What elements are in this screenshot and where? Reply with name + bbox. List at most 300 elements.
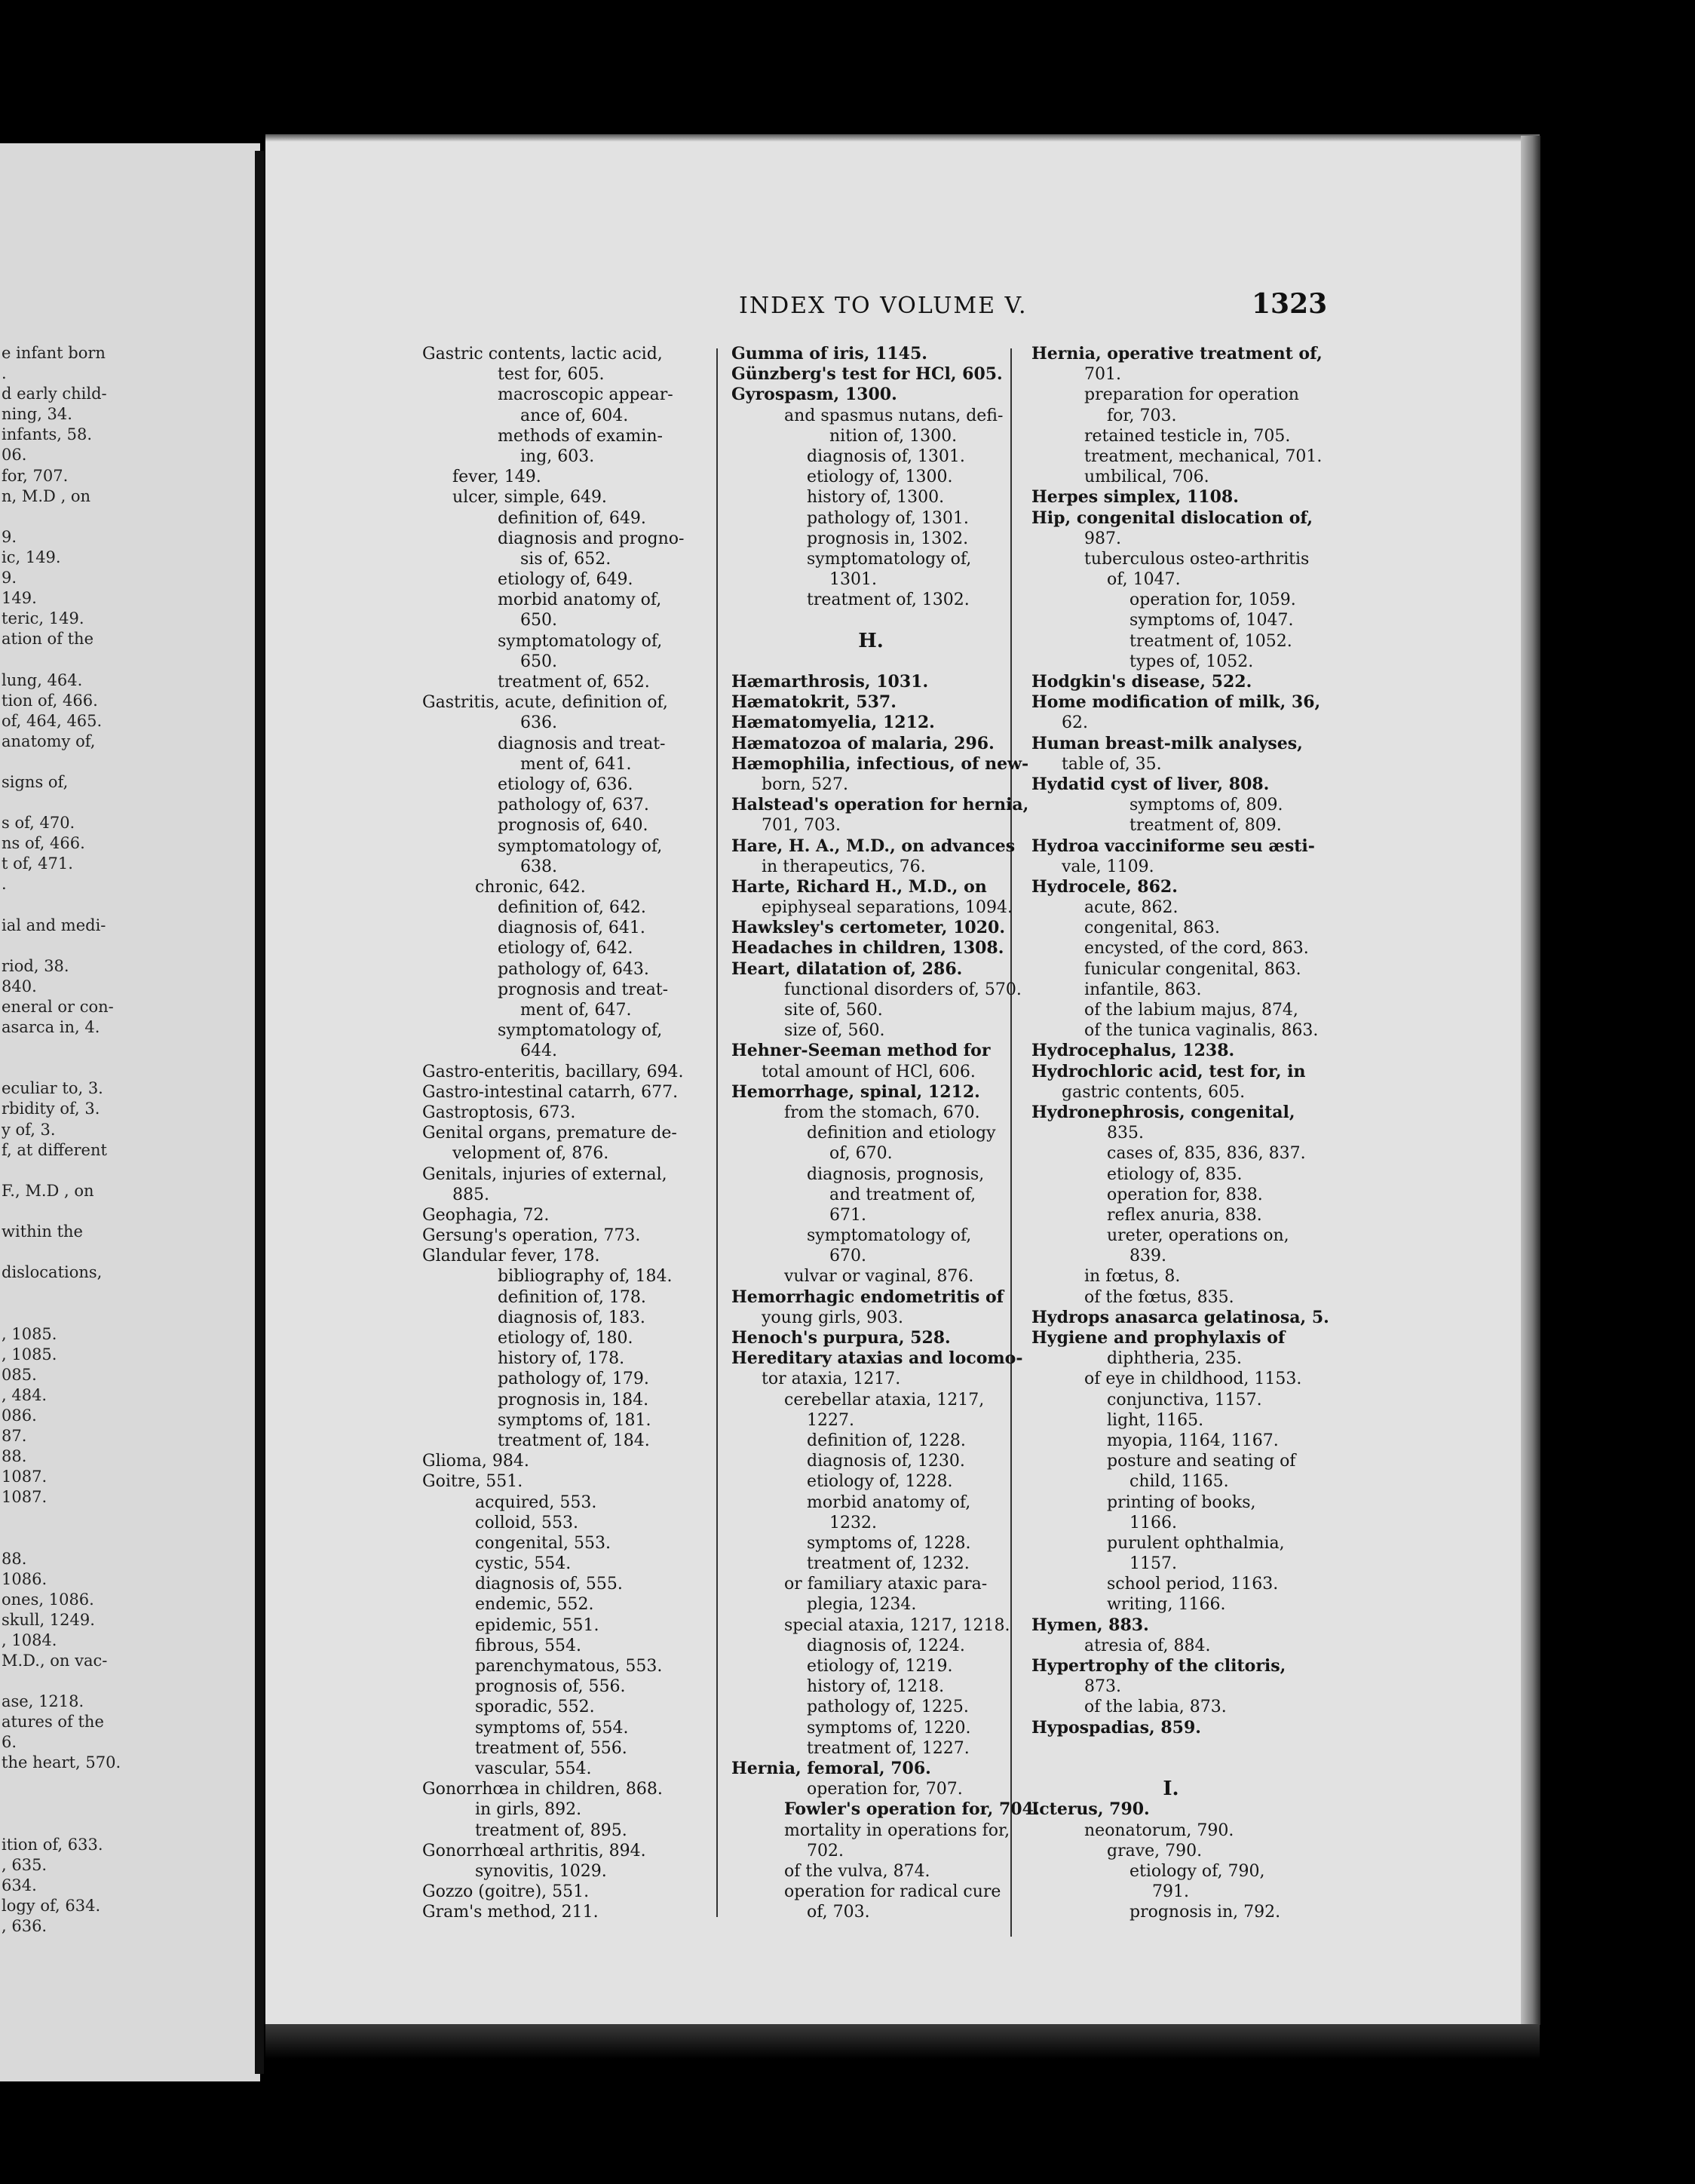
fragment-line: asarca in, 4.: [2, 1018, 100, 1037]
index-entry: Gastric contents, lactic acid,: [422, 345, 663, 363]
index-subentry: ureter, operations on,: [1107, 1226, 1289, 1246]
fragment-line: [2, 1814, 121, 1835]
index-subentry: funicular congenital, 863.: [1084, 959, 1301, 979]
fragment-line: infants, 58.: [2, 425, 93, 444]
index-subentry: ulcer, simple, 649.: [452, 488, 607, 508]
index-subentry: prognosis of, 556.: [475, 1677, 626, 1697]
index-subentry: etiology of, 790,: [1129, 1861, 1265, 1881]
index-entry: Human breast-milk analyses,: [1031, 733, 1303, 753]
index-subentry: diagnosis of, 1230.: [807, 1452, 965, 1471]
fragment-line: [2, 1671, 121, 1692]
index-subentry: acquired, 553.: [475, 1492, 597, 1512]
index-subentry: etiology of, 1300.: [807, 468, 953, 487]
fragment-line: [2, 793, 121, 813]
index-subentry: writing, 1166.: [1107, 1595, 1226, 1615]
index-entry: [731, 610, 1040, 630]
index-subentry: symptomatology of,: [807, 549, 972, 569]
index-subentry: 636.: [520, 713, 557, 733]
index-subentry: myopia, 1164, 1167.: [1107, 1431, 1279, 1450]
index-subentry: diagnosis of, 555.: [475, 1575, 623, 1594]
index-subentry: diagnosis of, 1224.: [807, 1636, 965, 1655]
fragment-line: [2, 1508, 121, 1528]
index-entry: Hare, H. A., M.D., on advances: [731, 836, 1016, 856]
section-letter: I.: [1163, 1778, 1179, 1801]
index-entry: Hemorrhagic endometritis of: [731, 1287, 1004, 1307]
index-subentry: acute, 862.: [1084, 898, 1179, 918]
index-subentry: treatment of, 809.: [1129, 816, 1282, 836]
index-subentry: pathology of, 1225.: [807, 1698, 969, 1717]
index-subentry: etiology of, 649.: [498, 570, 633, 590]
index-entry: Hehner-Seeman method for: [731, 1041, 991, 1061]
index-subentry: symptoms of, 809.: [1129, 796, 1283, 815]
index-entry: Gastritis, acute, definition of,: [422, 693, 668, 713]
fragment-line: ial and medi-: [2, 916, 106, 934]
index-subentry: reflex anuria, 838.: [1107, 1205, 1262, 1225]
index-subentry: ance of, 604.: [520, 406, 629, 425]
index-column-2: [731, 344, 1040, 1922]
index-subentry: grave, 790.: [1107, 1841, 1203, 1860]
index-entry: Hypertrophy of the clitoris,: [1031, 1656, 1286, 1676]
index-subentry: table of, 35.: [1062, 754, 1162, 774]
fragment-line: tion of, 466.: [2, 691, 98, 710]
fragment-line: e infant born: [2, 344, 106, 362]
fragment-line: , 484.: [2, 1385, 48, 1404]
index-entry: Herpes simplex, 1108.: [1031, 487, 1239, 508]
index-subentry: 670.: [829, 1247, 866, 1266]
fragment-line: , 635.: [2, 1855, 48, 1874]
index-entry: Hæmatokrit, 537.: [731, 692, 897, 713]
index-subentry: diagnosis of, 183.: [498, 1308, 645, 1327]
index-subentry: definition of, 178.: [498, 1287, 646, 1307]
index-subentry: symptoms of, 181.: [498, 1410, 651, 1430]
index-subentry: total amount of HCl, 606.: [762, 1062, 976, 1081]
index-subentry: size of, 560.: [784, 1021, 885, 1041]
index-subentry: 885.: [452, 1185, 489, 1204]
index-subentry: parenchymatous, 553.: [475, 1657, 663, 1676]
fragment-line: , 1085.: [2, 1324, 57, 1343]
fragment-line: ation of the: [2, 630, 94, 649]
fragment-line: 6.: [2, 1733, 17, 1752]
index-subentry: operation for radical cure: [784, 1882, 1001, 1902]
fragment-line: atures of the: [2, 1713, 104, 1732]
fragment-line: [2, 1528, 121, 1548]
index-entry: Hæmatomyelia, 1212.: [731, 713, 935, 733]
index-subentry: in fœtus, 8.: [1084, 1267, 1181, 1287]
index-subentry: pathology of, 643.: [498, 959, 649, 979]
fragment-line: 9.: [2, 569, 17, 587]
index-subentry: etiology of, 636.: [498, 775, 633, 794]
fragment-line: d early child-: [2, 385, 107, 403]
index-subentry: for, 703.: [1107, 406, 1177, 425]
fragment-line: t of, 471.: [2, 854, 73, 873]
index-subentry: conjunctiva, 1157.: [1107, 1390, 1262, 1409]
index-subentry: pathology of, 637.: [498, 796, 649, 815]
index-subentry: and spasmus nutans, defi-: [784, 406, 1004, 425]
index-subentry: of the labia, 873.: [1084, 1698, 1227, 1717]
index-subentry: 1157.: [1129, 1554, 1177, 1574]
index-subentry: treatment of, 895.: [475, 1821, 627, 1840]
fragment-line: eneral or con-: [2, 998, 114, 1016]
index-subentry: diphtheria, 235.: [1107, 1349, 1243, 1369]
fragment-line: 1087.: [2, 1488, 48, 1507]
index-subentry: ment of, 641.: [520, 754, 632, 774]
fragment-line: 1086.: [2, 1569, 48, 1588]
index-entry: Gyrospasm, 1300.: [731, 385, 897, 405]
index-subentry: vale, 1109.: [1062, 857, 1154, 876]
fragment-line: teric, 149.: [2, 609, 84, 628]
index-entry: Hydroa vacciniforme seu æsti-: [1031, 836, 1315, 856]
fragment-line: of, 464, 465.: [2, 711, 103, 730]
index-subentry: 650.: [520, 652, 557, 671]
index-subentry: school period, 1163.: [1107, 1575, 1279, 1594]
fragment-line: .: [2, 875, 7, 894]
index-entry: Hæmatozoa of malaria, 296.: [731, 733, 995, 753]
fragment-line: n, M.D , on: [2, 486, 91, 505]
index-subentry: child, 1165.: [1129, 1472, 1229, 1492]
index-subentry: diagnosis and treat-: [498, 734, 666, 753]
index-subentry: types of, 1052.: [1129, 652, 1254, 671]
index-entry: Gastro-intestinal catarrh, 677.: [422, 1082, 679, 1102]
index-entry: Hydrops anasarca gelatinosa, 5.: [1031, 1307, 1329, 1327]
index-subentry: 839.: [1129, 1247, 1166, 1266]
index-entry: [1031, 1738, 1329, 1759]
index-subentry: symptoms of, 1047.: [1129, 611, 1294, 630]
index-subentry: 873.: [1084, 1677, 1121, 1697]
index-entry: Günzberg's test for HCl, 605.: [731, 364, 1003, 385]
fragment-line: signs of,: [2, 772, 69, 791]
index-entry: Goitre, 551.: [422, 1472, 523, 1492]
index-subentry: purulent ophthalmia,: [1107, 1533, 1285, 1553]
fragment-line: [2, 1774, 121, 1794]
fragment-line: 06.: [2, 446, 27, 465]
fragment-line: 149.: [2, 589, 37, 608]
index-subentry: 835.: [1107, 1124, 1144, 1143]
index-subentry: history of, 1218.: [807, 1677, 945, 1697]
fragment-line: , 1085.: [2, 1345, 57, 1363]
index-subentry: fibrous, 554.: [475, 1636, 581, 1655]
fragment-line: skull, 1249.: [2, 1610, 95, 1629]
index-entry: Genitals, injuries of external,: [422, 1164, 667, 1184]
column-rule: [716, 348, 718, 1917]
index-subentry: definition of, 1228.: [807, 1431, 966, 1450]
index-entry: Harte, Richard H., M.D., on: [731, 876, 987, 897]
index-subentry: ment of, 647.: [520, 1001, 632, 1020]
index-subentry: functional disorders of, 570.: [784, 980, 1022, 999]
index-subentry: of the vulva, 874.: [784, 1861, 930, 1881]
index-entry: Hydatid cyst of liver, 808.: [1031, 774, 1270, 794]
index-subentry: diagnosis of, 641.: [498, 919, 645, 938]
index-subentry: diagnosis, prognosis,: [807, 1164, 985, 1184]
index-entry: Gonorrhœa in children, 868.: [422, 1780, 663, 1799]
index-subentry: etiology of, 835.: [1107, 1164, 1243, 1184]
index-subentry: 671.: [829, 1205, 866, 1225]
index-entry: Hæmophilia, infectious, of new-: [731, 753, 1029, 774]
index-subentry: cases of, 835, 836, 837.: [1107, 1144, 1306, 1164]
index-entry: Headaches in children, 1308.: [731, 938, 1004, 959]
fragment-line: 840.: [2, 977, 37, 995]
fragment-line: 1087.: [2, 1468, 48, 1486]
index-subentry: posture and seating of: [1107, 1452, 1296, 1471]
index-entry: Hygiene and prophylaxis of: [1031, 1328, 1286, 1348]
index-entry: Geophagia, 72.: [422, 1205, 550, 1225]
index-subentry: synovitis, 1029.: [475, 1861, 607, 1881]
index-entry: Hereditary ataxias and locomo-: [731, 1348, 1023, 1369]
fragment-line: [2, 752, 121, 772]
index-entry: Hernia, operative treatment of,: [1031, 344, 1323, 363]
index-entry: Heart, dilatation of, 286.: [731, 959, 963, 979]
index-subentry: diagnosis and progno-: [498, 529, 685, 548]
index-entry: Glandular fever, 178.: [422, 1247, 600, 1266]
index-subentry: etiology of, 180.: [498, 1329, 633, 1348]
fragment-line: [2, 1058, 121, 1078]
index-entry: [1031, 1759, 1329, 1779]
index-subentry: macroscopic appear-: [498, 385, 673, 405]
index-subentry: etiology of, 1219.: [807, 1657, 953, 1676]
running-header: INDEX TO VOLUME V.: [739, 293, 1028, 319]
index-subentry: prognosis and treat-: [498, 980, 669, 999]
fragment-line: logy of, 634.: [2, 1897, 101, 1916]
index-subentry: diagnosis of, 1301.: [807, 446, 965, 466]
fragment-line: eculiar to, 3.: [2, 1079, 103, 1098]
index-subentry: of, 703.: [807, 1903, 870, 1922]
fragment-line: [2, 507, 121, 527]
fragment-line: rbidity of, 3.: [2, 1100, 100, 1118]
index-subentry: cystic, 554.: [475, 1554, 572, 1574]
index-subentry: sis of, 652.: [520, 549, 611, 569]
fragment-line: ition of, 633.: [2, 1835, 103, 1854]
fragment-line: [2, 1283, 121, 1303]
fragment-line: 085.: [2, 1365, 37, 1384]
index-subentry: treatment of, 556.: [475, 1738, 627, 1758]
index-subentry: operation for, 838.: [1107, 1185, 1263, 1204]
index-subentry: pathology of, 1301.: [807, 508, 969, 528]
index-entry: Icterus, 790.: [1031, 1799, 1150, 1820]
fragment-line: f, at different: [2, 1140, 107, 1159]
index-entry: Hernia, femoral, 706.: [731, 1758, 931, 1778]
fragment-line: [2, 1038, 121, 1058]
fragment-line: M.D., on vac-: [2, 1652, 108, 1670]
index-subentry: 702.: [807, 1841, 844, 1860]
index-subentry: 1166.: [1129, 1513, 1177, 1532]
fragment-line: F., M.D , on: [2, 1181, 94, 1200]
index-subentry: treatment of, 184.: [498, 1431, 650, 1450]
fragment-line: 88.: [2, 1447, 27, 1466]
index-subentry: 1227.: [807, 1410, 854, 1430]
index-subentry: prognosis in, 792.: [1129, 1903, 1281, 1922]
index-subentry: 644.: [520, 1041, 557, 1061]
index-subentry: operation for, 1059.: [1129, 590, 1296, 610]
fragment-line: y of, 3.: [2, 1120, 56, 1139]
index-entry: Glioma, 984.: [422, 1452, 529, 1471]
index-subentry: of the fœtus, 835.: [1084, 1287, 1234, 1307]
index-subentry: pathology of, 179.: [498, 1370, 649, 1389]
index-subentry: etiology of, 1228.: [807, 1472, 953, 1492]
index-subentry: 791.: [1152, 1882, 1189, 1902]
index-subentry: 638.: [520, 857, 557, 876]
index-subentry: symptomatology of,: [498, 836, 663, 856]
fragment-line: ase, 1218.: [2, 1692, 84, 1711]
index-subentry: etiology of, 642.: [498, 939, 633, 959]
index-subentry: plegia, 1234.: [807, 1595, 917, 1615]
index-subentry: preparation for operation: [1084, 385, 1299, 405]
index-column-3: [1031, 344, 1329, 1922]
fragment-line: [2, 936, 121, 956]
index-subentry: infantile, 863.: [1084, 980, 1202, 999]
index-subentry: neonatorum, 790.: [1084, 1821, 1234, 1840]
index-subentry: tor ataxia, 1217.: [762, 1370, 901, 1389]
fragment-line: the heart, 570.: [2, 1753, 121, 1772]
index-entry: Gram's method, 211.: [422, 1903, 599, 1922]
index-subentry: definition of, 649.: [498, 508, 646, 528]
index-subentry: 987.: [1084, 529, 1121, 548]
index-entry: Gumma of iris, 1145.: [731, 344, 927, 363]
fragment-line: [2, 1794, 121, 1814]
index-subentry: of, 1047.: [1107, 570, 1181, 590]
index-subentry: or familiary ataxic para-: [784, 1575, 988, 1594]
fragment-line: dislocations,: [2, 1263, 103, 1282]
index-subentry: symptoms of, 554.: [475, 1718, 629, 1738]
index-subentry: treatment of, 1227.: [807, 1738, 970, 1758]
fragment-line: ic, 149.: [2, 548, 61, 566]
fragment-line: 086.: [2, 1406, 37, 1425]
page-bottom-shadow: [265, 2024, 1540, 2059]
index-subentry: cerebellar ataxia, 1217,: [784, 1390, 985, 1409]
index-entry: Hæmarthrosis, 1031.: [731, 672, 929, 692]
index-entry: Hydrochloric acid, test for, in: [1031, 1061, 1306, 1081]
index-entry: Hodgkin's disease, 522.: [1031, 672, 1252, 692]
page-edge-shadow: [1521, 136, 1540, 2025]
index-subentry: colloid, 553.: [475, 1513, 578, 1532]
index-entry: Hydrocephalus, 1238.: [1031, 1041, 1235, 1061]
index-subentry: chronic, 642.: [475, 877, 586, 897]
index-subentry: endemic, 552.: [475, 1595, 594, 1615]
section-letter: H.: [858, 629, 884, 652]
index-subentry: treatment of, 1302.: [807, 590, 970, 610]
fragment-line: [2, 1242, 121, 1262]
fragment-line: [2, 895, 121, 916]
index-entry: Hemorrhage, spinal, 1212.: [731, 1081, 980, 1102]
index-subentry: nition of, 1300.: [829, 426, 958, 446]
index-subentry: test for, 605.: [498, 365, 605, 385]
index-subentry: in therapeutics, 76.: [762, 857, 926, 876]
index-entry: Genital organs, premature de-: [422, 1124, 677, 1143]
index-subentry: 1232.: [829, 1513, 877, 1532]
index-subentry: treatment of, 652.: [498, 673, 650, 692]
index-subentry: morbid anatomy of,: [807, 1492, 971, 1512]
index-subentry: symptomatology of,: [498, 631, 663, 651]
index-subentry: operation for, 707.: [807, 1780, 963, 1799]
index-subentry: from the stomach, 670.: [784, 1103, 980, 1122]
index-subentry: congenital, 553.: [475, 1533, 611, 1553]
index-entry: Hip, congenital dislocation of,: [1031, 508, 1313, 528]
fragment-line: within the: [2, 1222, 83, 1241]
index-subentry: site of, 560.: [784, 1001, 883, 1020]
page-number: 1323: [1252, 288, 1328, 320]
index-entry: [731, 652, 1040, 672]
fragment-line: for, 707.: [2, 466, 69, 485]
index-subentry: tuberculous osteo-arthritis: [1084, 549, 1310, 569]
index-entry: Gonorrhœal arthritis, 894.: [422, 1841, 646, 1860]
index-entry: Halstead's operation for hernia,: [731, 795, 1029, 815]
index-entry: Hawksley's certometer, 1020.: [731, 918, 1005, 938]
index-subentry: vulvar or vaginal, 876.: [784, 1267, 974, 1287]
fragment-line: ning, 34.: [2, 405, 72, 424]
index-subentry: vascular, 554.: [475, 1759, 592, 1778]
fragment-line: [2, 1161, 121, 1181]
fragment-line: 9.: [2, 527, 17, 546]
fragment-line: ns of, 466.: [2, 834, 85, 853]
index-subentry: umbilical, 706.: [1084, 468, 1209, 487]
index-subentry: retained testicle in, 705.: [1084, 426, 1291, 446]
index-subentry: fever, 149.: [452, 468, 541, 487]
index-subentry: atresia of, 884.: [1084, 1636, 1211, 1655]
index-subentry: printing of books,: [1107, 1492, 1256, 1512]
fragment-line: [2, 1201, 121, 1222]
page-top-shadow: [265, 134, 1540, 142]
index-subentry: of, 670.: [829, 1144, 893, 1164]
index-subentry: 701.: [1084, 365, 1121, 385]
previous-page-text: [2, 343, 121, 1937]
index-subentry: definition and etiology: [807, 1124, 996, 1143]
fragment-line: , 1084.: [2, 1630, 57, 1649]
fragment-line: riod, 38.: [2, 956, 69, 975]
index-subentry: morbid anatomy of,: [498, 590, 662, 610]
fragment-line: [2, 649, 121, 670]
index-subentry: history of, 178.: [498, 1349, 625, 1369]
fragment-line: .: [2, 364, 7, 383]
index-subentry: treatment of, 1232.: [807, 1554, 970, 1574]
index-entry: Henoch's purpura, 528.: [731, 1328, 951, 1348]
fragment-line: lung, 464.: [2, 670, 83, 689]
index-column-1: [422, 344, 684, 1922]
index-subentry: prognosis in, 184.: [498, 1390, 649, 1409]
index-subentry: Fowler's operation for, 704.: [784, 1799, 1040, 1820]
index-entry: Hypospadias, 859.: [1031, 1717, 1201, 1738]
index-subentry: in girls, 892.: [475, 1800, 582, 1820]
index-subentry: 701, 703.: [762, 816, 841, 836]
index-subentry: symptomatology of,: [498, 1021, 663, 1041]
index-subentry: sporadic, 552.: [475, 1698, 595, 1717]
index-subentry: of the labium majus, 874,: [1084, 1001, 1298, 1020]
index-subentry: methods of examin-: [498, 426, 663, 446]
index-subentry: gastric contents, 605.: [1062, 1082, 1246, 1102]
index-subentry: velopment of, 876.: [452, 1144, 609, 1164]
fragment-line: ones, 1086.: [2, 1590, 94, 1609]
index-subentry: special ataxia, 1217, 1218.: [784, 1615, 1010, 1635]
book-gutter: [255, 151, 264, 2074]
index-subentry: ing, 603.: [520, 446, 595, 466]
index-subentry: symptomatology of,: [807, 1226, 972, 1246]
fragment-line: 88.: [2, 1549, 27, 1568]
previous-page-fragment: [0, 143, 260, 2081]
index-subentry: congenital, 863.: [1084, 919, 1221, 938]
index-subentry: epiphyseal separations, 1094.: [762, 898, 1013, 918]
index-entry: Hydrocele, 862.: [1031, 876, 1178, 897]
index-subentry: mortality in operations for,: [784, 1821, 1010, 1840]
index-subentry: 62.: [1062, 713, 1088, 733]
index-subentry: 650.: [520, 611, 557, 630]
fragment-line: 87.: [2, 1426, 27, 1445]
index-subentry: young girls, 903.: [762, 1308, 904, 1327]
index-entry: Gastro-enteritis, bacillary, 694.: [422, 1062, 684, 1081]
index-subentry: treatment of, 1052.: [1129, 631, 1292, 651]
index-entry: Gersung's operation, 773.: [422, 1226, 641, 1246]
index-subentry: of the tunica vaginalis, 863.: [1084, 1021, 1319, 1041]
index-subentry: history of, 1300.: [807, 488, 945, 508]
fragment-line: anatomy of,: [2, 732, 96, 750]
index-subentry: 1301.: [829, 570, 877, 590]
index-subentry: prognosis in, 1302.: [807, 529, 969, 548]
